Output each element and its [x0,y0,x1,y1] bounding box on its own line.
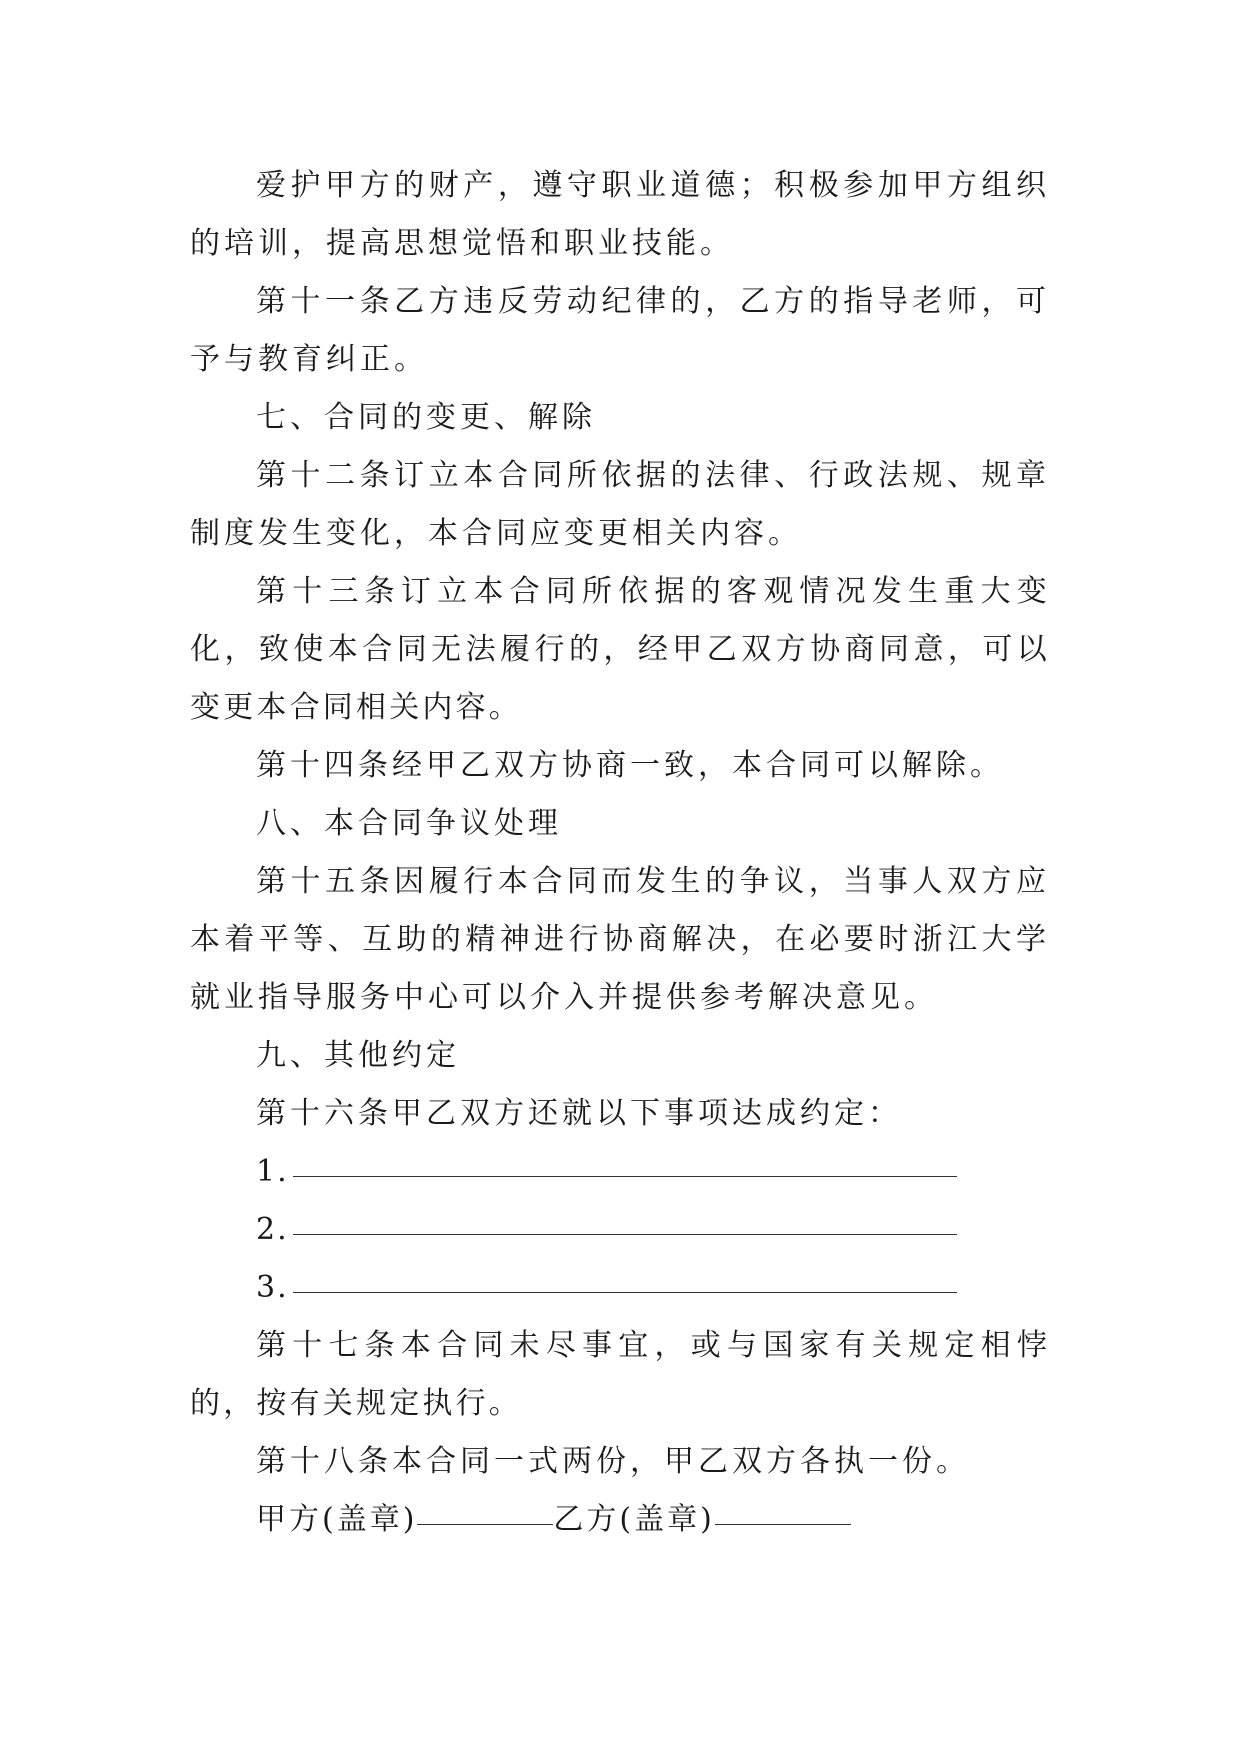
party-a-label: 甲方(盖章) [256,1502,418,1537]
article-17: 第十七条本合同未尽事宜，或与国家有关规定相悖的，按有关规定执行。 [190,1328,1050,1421]
contract-body [190,157,1050,1549]
signature-row [190,1491,1050,1549]
article-13: 第十三条订立本合同所依据的客观情况发生重大变化，致使本合同无法履行的，经甲乙双方协商同意，可以变更本合同相关内容。 [190,574,1050,725]
paragraph-property-care: 爱护甲方的财产，遵守职业道德；积极参加甲方组织的培训，提高思想觉悟和职业技能。 [190,168,1050,261]
article-15: 第十五条因履行本合同而发生的争议，当事人双方应本着平等、互助的精神进行协商解决，在必要时浙江大学就业指导服务中心可以介入并提供参考解决意见。 [190,864,1050,1015]
agreement-item-number: 1. [256,1154,289,1189]
agreement-item-blank[interactable] [293,1175,957,1177]
section-7-heading: 七、合同的变更、解除 [256,400,596,435]
article-14: 第十四条经甲乙双方协商一致，本合同可以解除。 [256,748,1004,783]
article-12: 第十二条订立本合同所依据的法律、行政法规、规章制度发生变化，本合同应变更相关内容。 [190,458,1050,551]
party-b-label: 乙方(盖章) [553,1502,715,1537]
section-8-heading: 八、本合同争议处理 [256,806,562,841]
article-16: 第十六条甲乙双方还就以下事项达成约定： [256,1096,902,1131]
agreement-item-1 [190,1143,1050,1201]
article-11: 第十一条乙方违反劳动纪律的，乙方的指导老师，可予与教育纠正。 [190,284,1050,377]
article-18: 第十八条本合同一式两份，甲乙双方各执一份。 [256,1444,970,1479]
agreement-item-number: 2. [256,1212,289,1247]
section-9-heading: 九、其他约定 [256,1038,460,1073]
party-a-seal-blank[interactable] [417,1523,553,1525]
agreement-item-2 [190,1201,1050,1259]
agreement-item-blank[interactable] [293,1233,957,1235]
agreement-item-number: 3. [256,1270,289,1305]
agreement-item-3 [190,1259,1050,1317]
agreement-item-blank[interactable] [293,1291,957,1293]
party-b-seal-blank[interactable] [715,1523,851,1525]
